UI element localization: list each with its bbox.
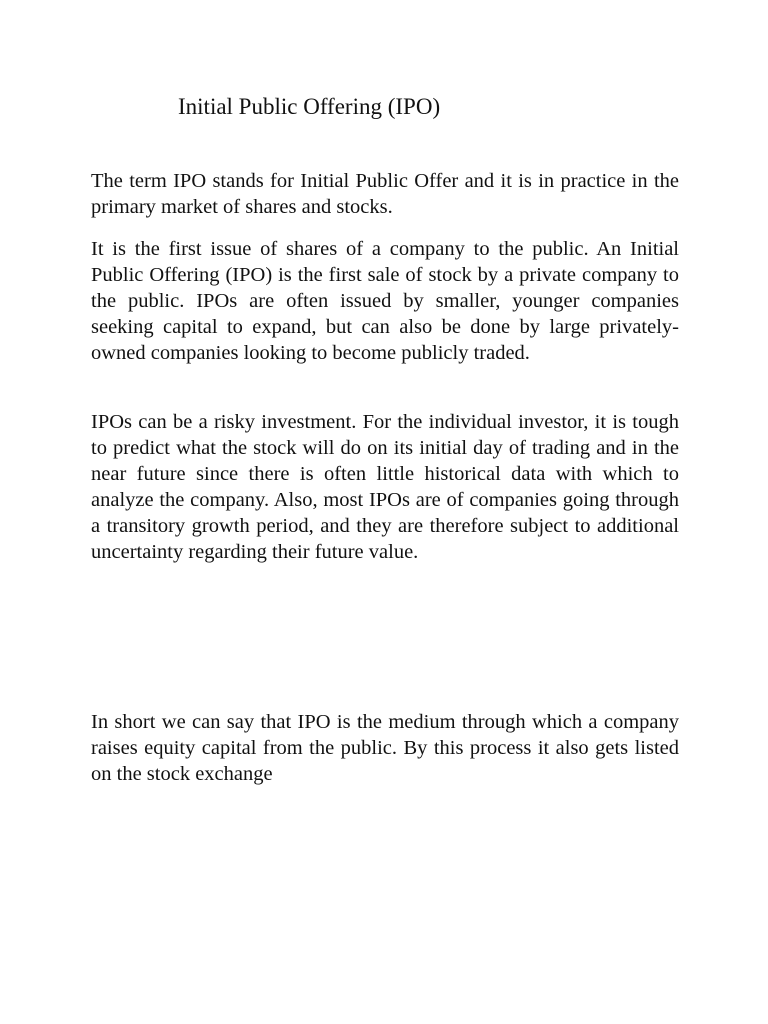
- paragraph-risk: IPOs can be a risky investment. For the individual investor, it is tough to predict what the stock will do on its initial day of trading and in the near future since there is often little historical data with which to analyze the company. Also, most IPOs are of companies going through a transitory growth period, and they are therefore subject to additional uncertainty regarding their future value.: [91, 411, 679, 563]
- paragraph-first-issue: It is the first issue of shares of a company to the public. An Initial Public Offering (IPO) is the first sale of stock by a private company to the public. IPOs are often issued by smaller, younger companies seeking capital to expand, but can also be done by large privately-owned companies looking to become publicly traded.: [91, 238, 679, 364]
- paragraph-ipo-definition: The term IPO stands for Initial Public Offer and it is in practice in the primary market of shares and stocks.: [91, 170, 679, 218]
- paragraph-summary: In short we can say that IPO is the medium through which a company raises equity capital from the public. By this process it also gets listed on the stock exchange: [91, 711, 679, 785]
- document-title: Initial Public Offering (IPO): [178, 94, 441, 119]
